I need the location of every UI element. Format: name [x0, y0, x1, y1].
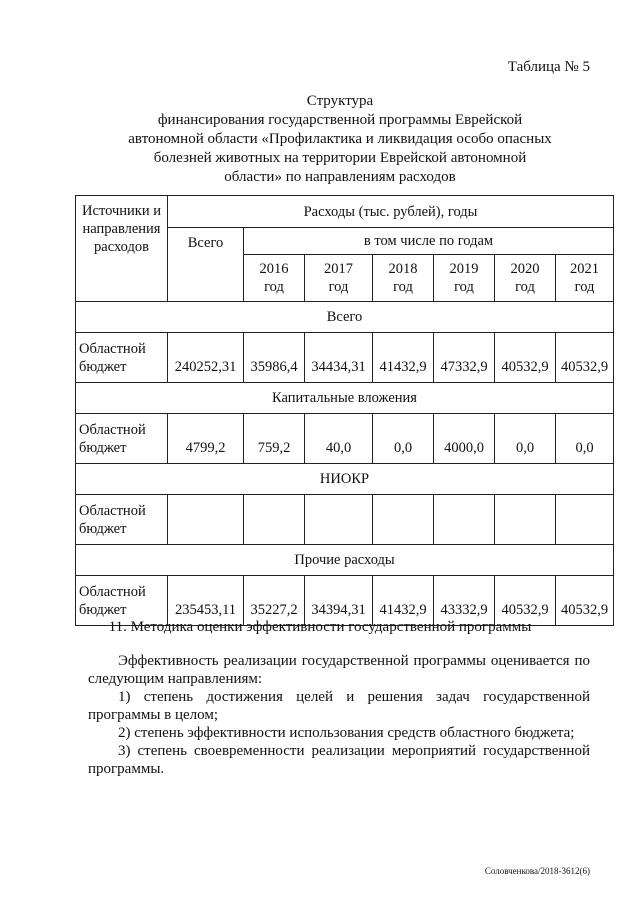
- cell-2020: [495, 495, 556, 545]
- financing-table: [75, 195, 614, 626]
- cell-2016: 35227,2: [244, 576, 305, 626]
- section-heading: 11. Методика оценки эффективности государственной программы: [108, 619, 532, 635]
- header-by-years: в том числе по годам: [244, 228, 614, 255]
- paragraph-line: Эффективность реализации государственной программы оценивается по: [118, 653, 590, 669]
- cell-2019: 43332,9: [434, 576, 495, 626]
- cell-2019: 47332,9: [434, 333, 495, 383]
- list-item-line: программы в целом;: [88, 707, 219, 723]
- cell-2016: [244, 495, 305, 545]
- table-number-label: Таблица № 5: [507, 59, 590, 75]
- header-year-2019: 2019 год: [434, 255, 495, 302]
- cell-total: 240252,31: [168, 333, 244, 383]
- cell-2019: [434, 495, 495, 545]
- cell-total: 4799,2: [168, 414, 244, 464]
- cell-2016: 759,2: [244, 414, 305, 464]
- title-line: финансирования государственной программы Еврейской: [157, 112, 523, 128]
- header-expenses: Расходы (тыс. рублей), годы: [168, 196, 614, 228]
- row-label-regional-budget: Областной бюджет: [76, 333, 168, 383]
- footer-document-code: Соловченкова/2018-3612(6): [484, 866, 590, 876]
- title-line: болезней животных на территории Еврейской автономной: [153, 150, 527, 166]
- header-sources-directions: Источники и направления расходов: [76, 196, 168, 302]
- header-year-2020: 2020 год: [495, 255, 556, 302]
- cell-2020: 40532,9: [495, 576, 556, 626]
- section-title-rnd: НИОКР: [76, 464, 614, 495]
- row-label-regional-budget: Областной бюджет: [76, 414, 168, 464]
- header-year-2021: 2021 год: [556, 255, 614, 302]
- row-label-regional-budget: Областной бюджет: [76, 495, 168, 545]
- cell-2016: 35986,4: [244, 333, 305, 383]
- paragraph-line: следующим направлениям:: [88, 671, 263, 687]
- row-label-regional-budget: Областной бюджет: [76, 576, 168, 626]
- cell-2019: 4000,0: [434, 414, 495, 464]
- section-title-total: Всего: [76, 302, 614, 333]
- header-total: Всего: [168, 228, 244, 302]
- list-item: 2) степень эффективности использования средств областного бюджета;: [118, 725, 575, 741]
- cell-total: [168, 495, 244, 545]
- cell-2021: 40532,9: [556, 576, 614, 626]
- list-item-line: 1) степень достижения целей и решения задач государственной: [118, 689, 590, 705]
- cell-2017: 34394,31: [305, 576, 373, 626]
- section-title-other-expenses: Прочие расходы: [76, 545, 614, 576]
- cell-2017: 40,0: [305, 414, 373, 464]
- table-title: [110, 92, 570, 187]
- section-title-capital-investments: Капитальные вложения: [76, 383, 614, 414]
- header-year-2018: 2018 год: [373, 255, 434, 302]
- cell-2020: 0,0: [495, 414, 556, 464]
- header-year-2016: 2016 год: [244, 255, 305, 302]
- cell-2021: [556, 495, 614, 545]
- cell-2018: 41432,9: [373, 576, 434, 626]
- cell-2018: 41432,9: [373, 333, 434, 383]
- title-line: Структура: [306, 93, 374, 109]
- cell-2018: [373, 495, 434, 545]
- title-line: автономной области «Профилактика и ликвидация особо опасных: [128, 131, 552, 147]
- cell-2017: 34434,31: [305, 333, 373, 383]
- list-item-line: программы.: [88, 761, 165, 777]
- cell-total: 235453,11: [168, 576, 244, 626]
- cell-2017: [305, 495, 373, 545]
- cell-2021: 0,0: [556, 414, 614, 464]
- cell-2018: 0,0: [373, 414, 434, 464]
- list-item-line: 3) степень своевременности реализации мероприятий государственной: [118, 743, 590, 759]
- cell-2020: 40532,9: [495, 333, 556, 383]
- cell-2021: 40532,9: [556, 333, 614, 383]
- title-line: области» по направлениям расходов: [224, 169, 456, 185]
- body-text: [88, 652, 590, 778]
- header-year-2017: 2017 год: [305, 255, 373, 302]
